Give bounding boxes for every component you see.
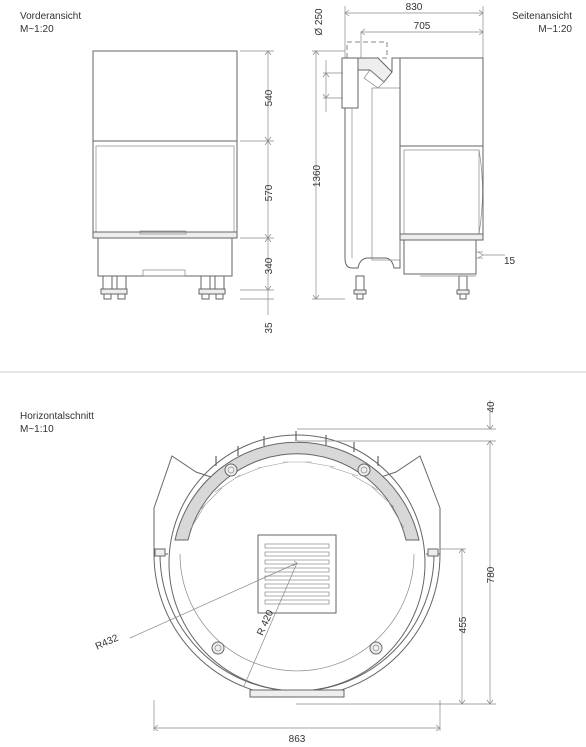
side-dim-705: 705 xyxy=(413,21,431,32)
section-view-title: Horizontalschnitt xyxy=(20,411,94,422)
side-flue-dashed xyxy=(347,42,387,58)
side-dim-1360: 1360 xyxy=(312,164,323,188)
section-dim-40: 40 xyxy=(486,401,497,413)
side-view-scale: M~1:20 xyxy=(538,24,572,35)
side-view-title: Seitenansicht xyxy=(511,11,572,22)
front-dim-35: 35 xyxy=(264,322,275,334)
side-base xyxy=(404,240,476,274)
front-view-scale: M~1:20 xyxy=(20,24,54,35)
section-view-drawing xyxy=(130,400,496,731)
front-dim-540: 540 xyxy=(264,89,275,107)
side-firebox xyxy=(400,146,483,238)
side-dim-15: 15 xyxy=(504,256,516,267)
section-insulation xyxy=(175,442,419,540)
front-feet xyxy=(101,276,225,299)
section-dim-863: 863 xyxy=(288,734,306,745)
section-dim-r420: R 420 xyxy=(255,608,277,638)
section-dim-r432: R432 xyxy=(93,632,121,653)
front-view-drawing xyxy=(93,51,274,315)
section-dim-780: 780 xyxy=(486,566,497,584)
section-grate xyxy=(258,535,336,613)
front-dim-570: 570 xyxy=(264,184,275,202)
side-dim-830: 830 xyxy=(405,2,423,13)
side-view-drawing xyxy=(312,6,505,299)
front-dim-340: 340 xyxy=(264,257,275,275)
side-upper-casing xyxy=(400,58,483,146)
front-view-title: Vorderansicht xyxy=(20,11,82,22)
front-upper-casing xyxy=(93,51,237,141)
front-firebox-frame xyxy=(93,141,237,238)
section-dim-455: 455 xyxy=(458,616,469,634)
side-dim-flue: Ø 250 xyxy=(314,8,325,36)
section-view-scale: M~1:10 xyxy=(20,424,54,435)
side-flue-pipe xyxy=(342,58,358,108)
